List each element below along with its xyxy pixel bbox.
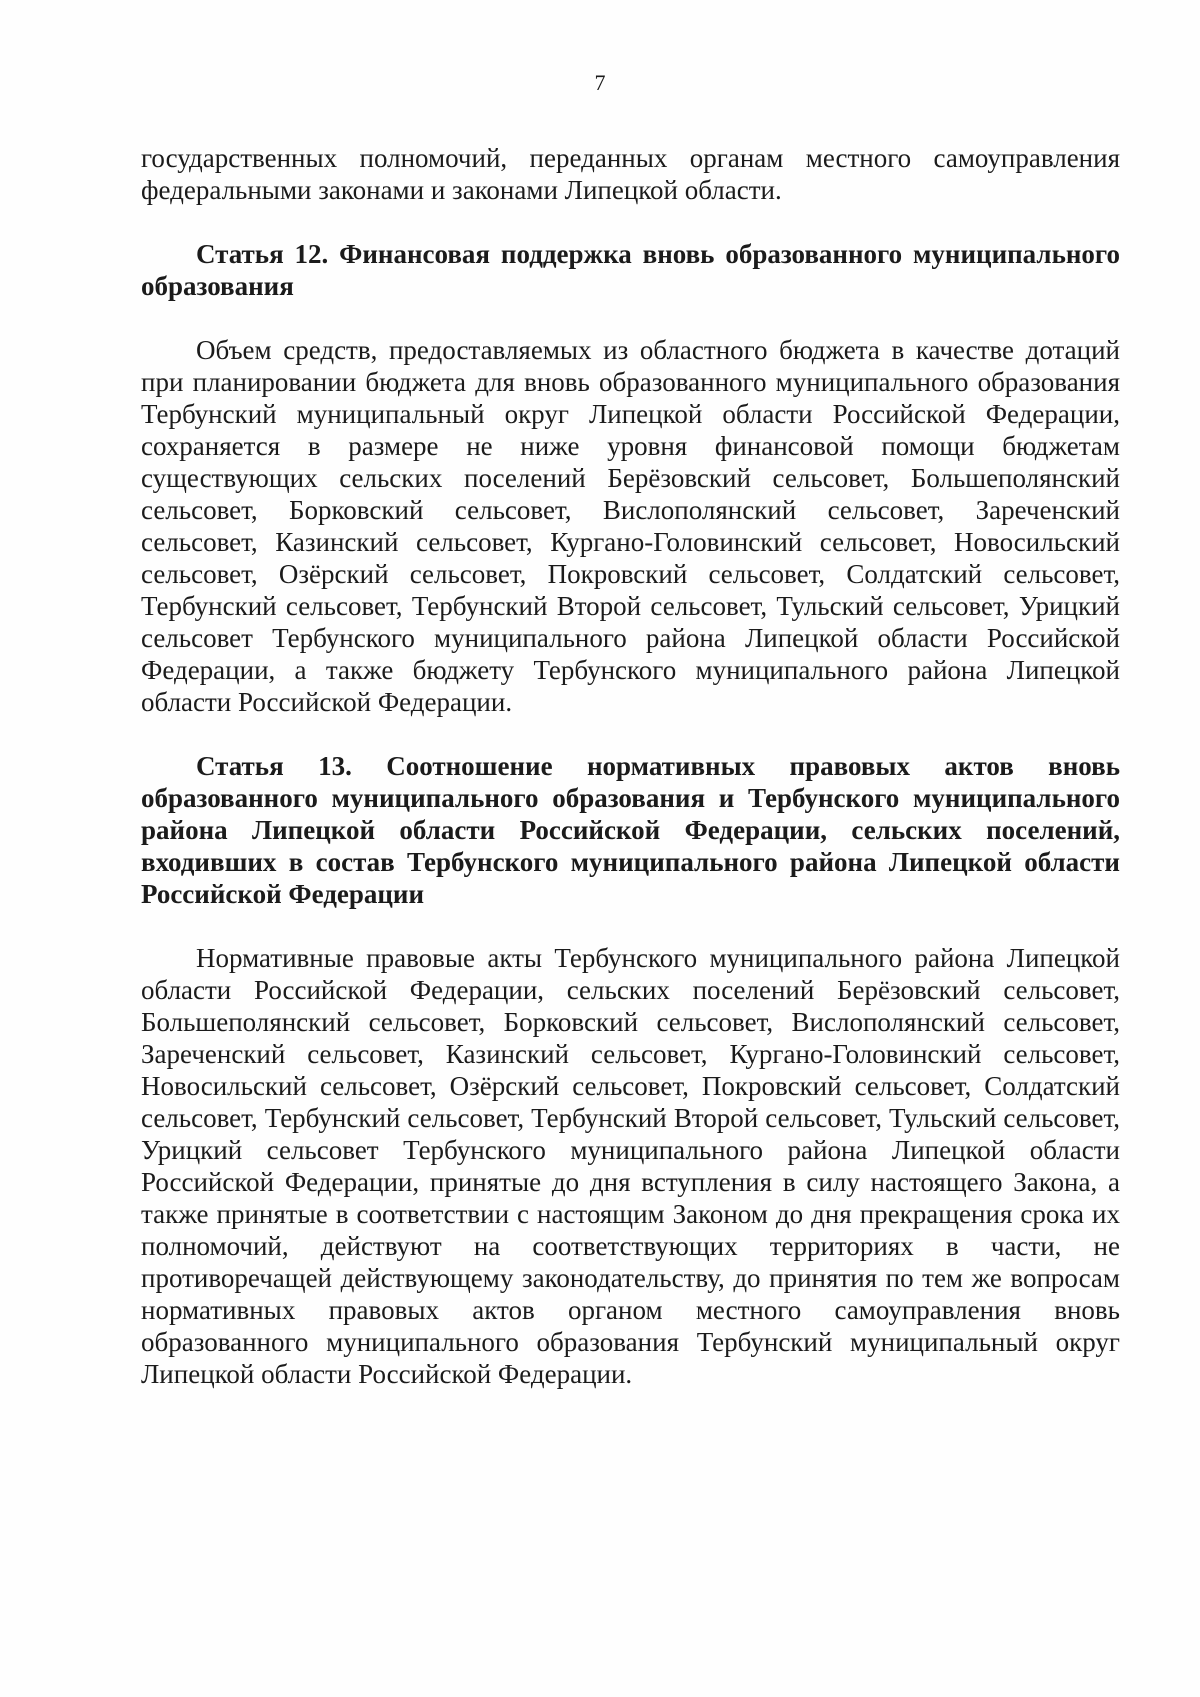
article-13-paragraph: Нормативные правовые акты Тербунского муниципального района Липецкой области Российской Федерации, сельских поселений Берёзовский сельсовет, Большеполянский сельсовет, Борковский сельсовет, Вислополянский сельсовет, Зареченский сельсовет, Казинский сельсовет, Кургано-Головинский сельсовет, Новосильский сельсовет, Озёрский сельсовет, Покровский сельсовет, Солдатский сельсовет, Тербунский сельсовет, Тербунский Второй сельсовет, Тульский сельсовет, Урицкий сельсовет Тербунского муниципального района Липецкой области Российской Федерации, принятые до дня вступления в силу настоящего Закона, а также принятые в соответствии с настоящим Законом до дня прекращения срока их полномочий, действуют на соответствующих территориях в части, не противоречащей действующему законодательству, до принятия по тем же вопросам нормативных правовых актов органом местного самоуправления вновь образованного муниципального образования Тербунский муниципальный округ Липецкой области Российской Федерации. [141, 943, 1120, 1389]
document-body [141, 142, 1120, 1390]
spacer [141, 206, 1120, 238]
spacer [141, 302, 1120, 334]
page-number: 7 [594, 70, 606, 95]
spacer [141, 910, 1120, 942]
article-12-heading: Статья 12. Финансовая поддержка вновь образованного муниципального образования [141, 239, 1120, 301]
article-13-heading: Статья 13. Соотношение нормативных правовых актов вновь образованного муниципального образования и Тербунского муниципального района Липецкой области Российской Федерации, сельских поселений, входивших в состав Тербунского муниципального района Липецкой области Российской Федерации [141, 751, 1120, 909]
article-12-paragraph: Объем средств, предоставляемых из областного бюджета в качестве дотаций при планировании бюджета для вновь образованного муниципального образования Тербунский муниципальный округ Липецкой области Российской Федерации, сохраняется в размере не ниже уровня финансовой помощи бюджетам существующих сельских поселений Берёзовский сельсовет, Большеполянский сельсовет, Борковский сельсовет, Вислополянский сельсовет, Зареченский сельсовет, Казинский сельсовет, Кургано-Головинский сельсовет, Новосильский сельсовет, Озёрский сельсовет, Покровский сельсовет, Солдатский сельсовет, Тербунский сельсовет, Тербунский Второй сельсовет, Тульский сельсовет, Урицкий сельсовет Тербунского муниципального района Липецкой области Российской Федерации, а также бюджету Тербунского муниципального района Липецкой области Российской Федерации. [141, 335, 1120, 717]
spacer [141, 718, 1120, 750]
continuation-paragraph: государственных полномочий, переданных органам местного самоуправления федеральными законами и законами Липецкой области. [141, 143, 1120, 205]
